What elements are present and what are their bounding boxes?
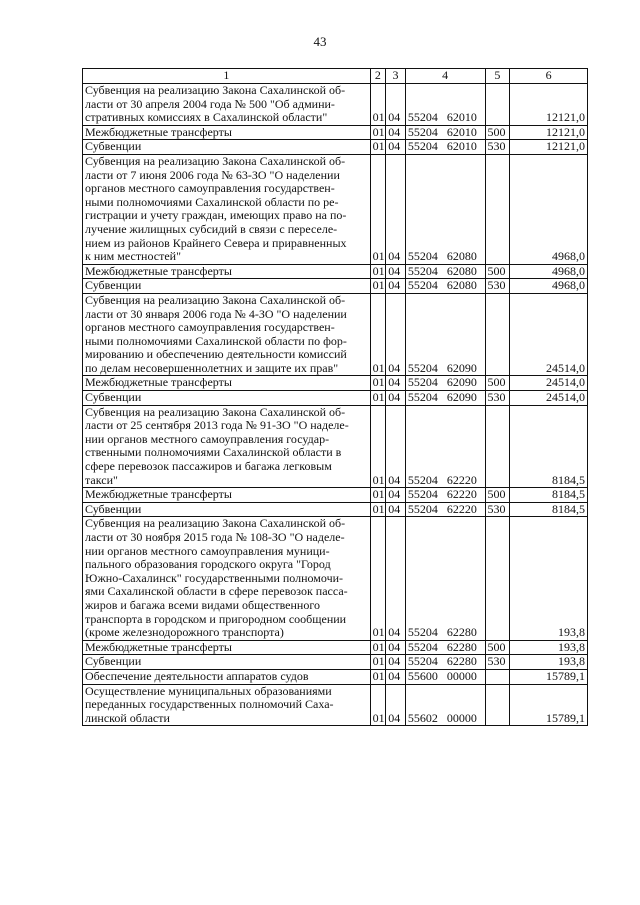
row-subsection: 04 [386, 640, 406, 655]
row-expense-type: 500 [485, 125, 510, 140]
row-target-article: 55204 62220 [405, 502, 485, 517]
row-subsection: 04 [386, 154, 406, 264]
row-target-article: 55204 62090 [405, 376, 485, 391]
row-subsection: 04 [386, 125, 406, 140]
row-subsection: 04 [386, 405, 406, 488]
table-row [83, 293, 588, 376]
row-target-article: 55204 62080 [405, 264, 485, 279]
row-name: Межбюджетные трансферты [83, 640, 371, 655]
row-target-article: 55204 62280 [405, 640, 485, 655]
row-name: Субвенция на реализацию Закона Сахалинской об- ласти от 25 сентября 2013 года № 91-ЗО "О наделе- нии органов местного самоуправления государ- ственными полномочиями Сахалинской области в сфере перевозок пассажиров и багажа легковым такси" [83, 405, 371, 488]
row-section: 01 [370, 405, 386, 488]
row-section: 01 [370, 391, 386, 406]
table-row [83, 125, 588, 140]
row-expense-type [485, 669, 510, 684]
row-section: 01 [370, 640, 386, 655]
row-expense-type: 500 [485, 640, 510, 655]
row-subsection: 04 [386, 293, 406, 376]
row-target-article: 55204 62080 [405, 279, 485, 294]
row-amount: 8184,5 [510, 488, 588, 503]
row-amount: 15789,1 [510, 669, 588, 684]
row-expense-type [485, 84, 510, 126]
row-section: 01 [370, 517, 386, 640]
header-col-4: 4 [405, 69, 485, 84]
row-name: Субвенции [83, 655, 371, 670]
row-target-article: 55204 62010 [405, 140, 485, 155]
row-name: Межбюджетные трансферты [83, 488, 371, 503]
table-row [83, 154, 588, 264]
row-amount: 193,8 [510, 517, 588, 640]
row-subsection: 04 [386, 140, 406, 155]
row-subsection: 04 [386, 488, 406, 503]
table-row [83, 669, 588, 684]
row-expense-type: 500 [485, 488, 510, 503]
row-amount: 24514,0 [510, 376, 588, 391]
row-name: Субвенции [83, 140, 371, 155]
table-row [83, 517, 588, 640]
row-name: Межбюджетные трансферты [83, 125, 371, 140]
row-name: Субвенция на реализацию Закона Сахалинской об- ласти от 7 июня 2006 года № 63-ЗО "О наделении органов местного самоуправления государствен- ными полномочиями Сахалинской области по ре- гистрации и учету граждан, имеющих право на по- лучение жилищных субсидий в связи с переселе- нием из районов Крайнего Севера и приравненных к ним местностей" [83, 154, 371, 264]
row-name: Межбюджетные трансферты [83, 376, 371, 391]
row-amount: 8184,5 [510, 405, 588, 488]
row-expense-type: 530 [485, 140, 510, 155]
table-row [83, 279, 588, 294]
header-col-6: 6 [510, 69, 588, 84]
header-col-5: 5 [485, 69, 510, 84]
row-expense-type [485, 293, 510, 376]
row-subsection: 04 [386, 264, 406, 279]
row-subsection: 04 [386, 655, 406, 670]
row-amount: 4968,0 [510, 154, 588, 264]
row-expense-type: 530 [485, 391, 510, 406]
row-target-article: 55204 62280 [405, 517, 485, 640]
row-name: Субвенции [83, 502, 371, 517]
header-col-2: 2 [370, 69, 386, 84]
row-target-article: 55204 62220 [405, 405, 485, 488]
row-section: 01 [370, 502, 386, 517]
header-row [83, 69, 588, 84]
row-target-article: 55602 00000 [405, 684, 485, 726]
row-subsection: 04 [386, 684, 406, 726]
row-target-article: 55600 00000 [405, 669, 485, 684]
header-col-3: 3 [386, 69, 406, 84]
row-expense-type: 530 [485, 502, 510, 517]
row-section: 01 [370, 684, 386, 726]
row-section: 01 [370, 279, 386, 294]
row-target-article: 55204 62090 [405, 391, 485, 406]
table-row [83, 405, 588, 488]
row-name: Субвенция на реализацию Закона Сахалинской об- ласти от 30 апреля 2004 года № 500 "Об админи- стративных комиссиях в Сахалинской области" [83, 84, 371, 126]
row-target-article: 55204 62080 [405, 154, 485, 264]
table-row [83, 640, 588, 655]
row-expense-type [485, 684, 510, 726]
row-name: Осуществление муниципальных образованиями переданных государственных полномочий Саха- линской области [83, 684, 371, 726]
row-expense-type: 500 [485, 264, 510, 279]
row-target-article: 55204 62280 [405, 655, 485, 670]
row-amount: 4968,0 [510, 264, 588, 279]
row-section: 01 [370, 669, 386, 684]
row-amount: 15789,1 [510, 684, 588, 726]
row-name: Субвенция на реализацию Закона Сахалинской об- ласти от 30 января 2006 года № 4-ЗО "О наделении органов местного самоуправления государствен- ными полномочиями Сахалинской области по фор- мированию и обеспечению деятельности комиссий по делам несовершеннолетних и защите их прав" [83, 293, 371, 376]
row-name: Обеспечение деятельности аппаратов судов [83, 669, 371, 684]
table-header [83, 69, 588, 84]
row-expense-type [485, 405, 510, 488]
row-subsection: 04 [386, 669, 406, 684]
row-name: Субвенции [83, 391, 371, 406]
row-amount: 4968,0 [510, 279, 588, 294]
row-section: 01 [370, 655, 386, 670]
page-number: 43 [313, 34, 327, 49]
row-target-article: 55204 62220 [405, 488, 485, 503]
row-amount: 12121,0 [510, 84, 588, 126]
header-col-1: 1 [83, 69, 371, 84]
row-name: Субвенция на реализацию Закона Сахалинской об- ласти от 30 ноября 2015 года № 108-ЗО "О наделе- нии органов местного самоуправления муници- пального образования городского округа "Город Южно-Сахалинск" государственными полномочи- ями Сахалинской области в сфере перевозок пасса- жиров и багажа всеми видами общественного транспорта в городском и пригородном сообщении (кроме железнодорожного транспорта) [83, 517, 371, 640]
row-subsection: 04 [386, 517, 406, 640]
row-amount: 193,8 [510, 655, 588, 670]
row-section: 01 [370, 154, 386, 264]
table-row [83, 391, 588, 406]
table-row [83, 264, 588, 279]
table-row [83, 140, 588, 155]
row-section: 01 [370, 376, 386, 391]
table-row [83, 684, 588, 726]
row-target-article: 55204 62090 [405, 293, 485, 376]
row-expense-type [485, 517, 510, 640]
row-name: Межбюджетные трансферты [83, 264, 371, 279]
row-expense-type: 500 [485, 376, 510, 391]
row-subsection: 04 [386, 502, 406, 517]
table-row [83, 376, 588, 391]
table-row [83, 502, 588, 517]
row-amount: 12121,0 [510, 125, 588, 140]
table-body [83, 84, 588, 726]
row-section: 01 [370, 125, 386, 140]
table-row [83, 84, 588, 126]
row-amount: 12121,0 [510, 140, 588, 155]
row-amount: 24514,0 [510, 293, 588, 376]
row-expense-type [485, 154, 510, 264]
row-amount: 193,8 [510, 640, 588, 655]
row-section: 01 [370, 264, 386, 279]
row-section: 01 [370, 140, 386, 155]
row-amount: 8184,5 [510, 502, 588, 517]
row-subsection: 04 [386, 279, 406, 294]
row-subsection: 04 [386, 391, 406, 406]
row-subsection: 04 [386, 84, 406, 126]
row-target-article: 55204 62010 [405, 84, 485, 126]
row-section: 01 [370, 488, 386, 503]
row-section: 01 [370, 293, 386, 376]
row-name: Субвенции [83, 279, 371, 294]
table-row [83, 655, 588, 670]
row-expense-type: 530 [485, 655, 510, 670]
row-target-article: 55204 62010 [405, 125, 485, 140]
budget-table [82, 68, 588, 726]
row-expense-type: 530 [485, 279, 510, 294]
row-section: 01 [370, 84, 386, 126]
row-amount: 24514,0 [510, 391, 588, 406]
table-row [83, 488, 588, 503]
row-subsection: 04 [386, 376, 406, 391]
